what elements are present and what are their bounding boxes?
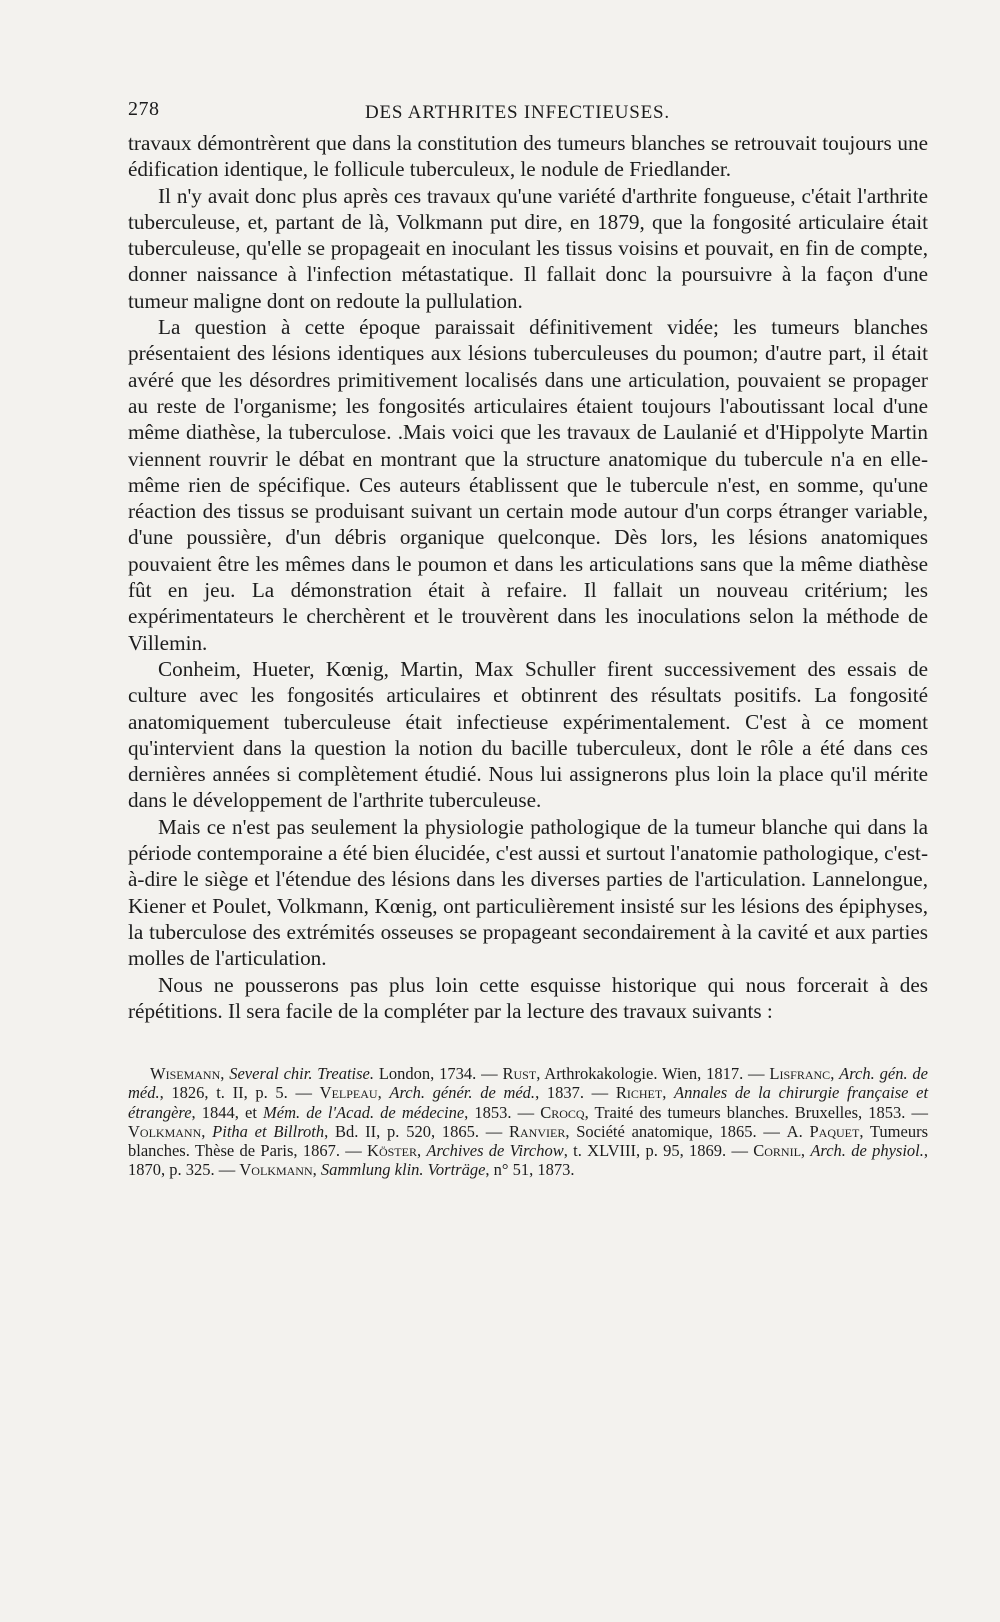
footnote-author: Köster bbox=[367, 1140, 417, 1160]
paragraph: Mais ce n'est pas seulement la physiologie pathologique de la tumeur blanche qui dans la période contemporaine a été bien élucidée, c'est aussi et surtout l'anatomie pathologique, c'est-à-dire le siège et l'étendue des lésions dans les diverses parties de l'articulation. Lannelongue, Kiener et Poulet, Volkmann, Kœnig, ont particulièrement insisté sur les lésions des épiphyses, la tuberculose des extrémités osseuses se propageant secondairement à la cavité et aux parties molles de l'articulation. bbox=[128, 814, 928, 971]
footnote-title: Arch. génér. de méd. bbox=[389, 1083, 536, 1103]
footnote-text: , Arthrokakologie. Wien, 1817. — bbox=[536, 1064, 770, 1084]
footnote-author: Rust bbox=[502, 1064, 537, 1084]
footnote-text: , bbox=[220, 1064, 230, 1084]
footnote-text: , bbox=[312, 1160, 321, 1180]
footnote-text: London, 1734. — bbox=[374, 1064, 503, 1084]
footnote-text: , Bd. II, p. 520, 1865. — bbox=[324, 1121, 510, 1141]
footnote-title: Mém. de l'Acad. de médecine bbox=[263, 1102, 465, 1122]
footnote-title: Sammlung klin. Vorträge bbox=[320, 1160, 486, 1180]
footnote-title: Several chir. Treatise. bbox=[229, 1064, 374, 1084]
footnote-author: Ranvier bbox=[509, 1121, 566, 1141]
footnote-author: Volkmann bbox=[239, 1160, 313, 1180]
running-head: DES ARTHRITES INFECTIEUSES. bbox=[365, 102, 670, 123]
footnote-text: , 1826, t. II, p. 5. — bbox=[159, 1083, 320, 1103]
footnote-text: , bbox=[201, 1121, 213, 1141]
footnote-text: , t. XLVIII, p. 95, 1869. — bbox=[563, 1140, 754, 1160]
footnote-author: Wisemann bbox=[150, 1064, 221, 1084]
footnote-text: , bbox=[800, 1140, 811, 1160]
footnote-author: Lisfranc bbox=[769, 1064, 831, 1084]
footnote-text: , 1870, p. 325. — bbox=[128, 1140, 929, 1180]
footnote-title: Arch. gén. de méd. bbox=[128, 1064, 928, 1103]
footnote-text: , Traité des tumeurs blanches. Bruxelles, 1853. — bbox=[584, 1102, 928, 1122]
footnote-text: , bbox=[377, 1083, 390, 1103]
page-header bbox=[118, 98, 928, 130]
paragraph: Conheim, Hueter, Kœnig, Martin, Max Schuller firent successivement des essais de culture avec les fongosités articulaires et obtinrent des résultats positifs. La fongosité anatomiquement tuberculeuse était infectieuse expérimentalement. C'est à ce moment qu'intervient dans la question la notion du bacille tuberculeux, dont le rôle a été dans ces dernières années si complètement étudié. Nous lui assignerons plus loin la place qu'il mérite dans le développement de l'arthrite tuberculeuse. bbox=[128, 656, 928, 813]
footnote-text: , n° 51, 1873. bbox=[485, 1160, 575, 1180]
paragraph: travaux démontrèrent que dans la constitution des tumeurs blanches se retrouvait toujours une édification identique, le follicule tuberculeux, le nodule de Friedlander. bbox=[128, 131, 928, 182]
footnote-author: Cornil bbox=[753, 1140, 801, 1160]
footnote-author: Velpeau bbox=[319, 1083, 378, 1103]
footnote-author: Crocq bbox=[540, 1102, 585, 1122]
footnote-text: , bbox=[416, 1140, 427, 1160]
footnote-text: , bbox=[830, 1064, 840, 1084]
page-number: 278 bbox=[128, 98, 160, 120]
footnote-author: Richet bbox=[615, 1083, 663, 1103]
book-page bbox=[118, 98, 928, 1179]
footnote-references bbox=[128, 1064, 928, 1179]
paragraph: La question à cette époque paraissait définitivement vidée; les tumeurs blanches présentaient des lésions identiques aux lésions tuberculeuses du poumon; d'autre part, il était avéré que les désordres primitivement localisés dans une articulation, pouvaient se propager au reste de l'organisme; les fongosités articulaires étaient toujours l'aboutissant local d'une même diathèse, la tuberculose. .Mais voici que les travaux de Laulanié et d'Hippolyte Martin viennent rouvrir le débat en montrant que la structure anatomique du tubercule n'a en elle-même rien de spécifique. Ces auteurs établissent que le tubercule n'est, en somme, qu'une réaction des tissus se produisant suivant un certain mode autour d'un corps étranger variable, d'une poussière, d'un débris organique quelconque. Dès lors, les lésions anatomiques pouvaient être les mêmes dans le poumon et dans les articulations sans que la même diathèse fût en jeu. La démonstration était à refaire. Il fallait un nouveau critérium; les expérimentateurs le cherchèrent et le trouvèrent dans les inoculations selon la méthode de Villemin. bbox=[128, 315, 928, 655]
footnote-title: Archives de Virchow bbox=[426, 1140, 564, 1160]
footnote-text: , 1844, et bbox=[191, 1102, 264, 1122]
footnote-title: Pitha et Billroth bbox=[212, 1121, 325, 1141]
footnote-text: , Société anatomique, 1865. — bbox=[565, 1121, 787, 1141]
body-text bbox=[128, 130, 928, 1024]
footnote-title: Arch. de physiol. bbox=[810, 1140, 924, 1160]
footnote-text: , bbox=[662, 1083, 674, 1103]
paragraph: Il n'y avait donc plus après ces travaux qu'une variété d'arthrite fongueuse, c'était l'arthrite tuberculeuse, et, partant de là, Volkmann put dire, en 1879, que la fongosité articulaire était tuberculeuse, qu'elle se propageait en inoculant les tissus voisins et pouvait, en fin de compte, donner naissance à l'infection métastatique. Il fallait donc la poursuivre à la façon d'une tumeur maligne dont on redoute la pullulation. bbox=[128, 183, 928, 313]
footnote-text: , Tumeurs blanches. Thèse de Paris, 1867. — bbox=[128, 1121, 928, 1160]
footnote-author: A. Paquet bbox=[786, 1121, 860, 1141]
footnote-author: Volkmann bbox=[128, 1121, 202, 1141]
footnote-title: Annales de la chirurgie française et étrangère bbox=[128, 1083, 929, 1122]
paragraph: Nous ne pousserons pas plus loin cette esquisse historique qui nous forcerait à des répétitions. Il sera facile de la compléter par la lecture des travaux suivants : bbox=[128, 972, 928, 1023]
footnote-text: , 1837. — bbox=[535, 1083, 616, 1103]
footnote-text: , 1853. — bbox=[464, 1102, 541, 1122]
